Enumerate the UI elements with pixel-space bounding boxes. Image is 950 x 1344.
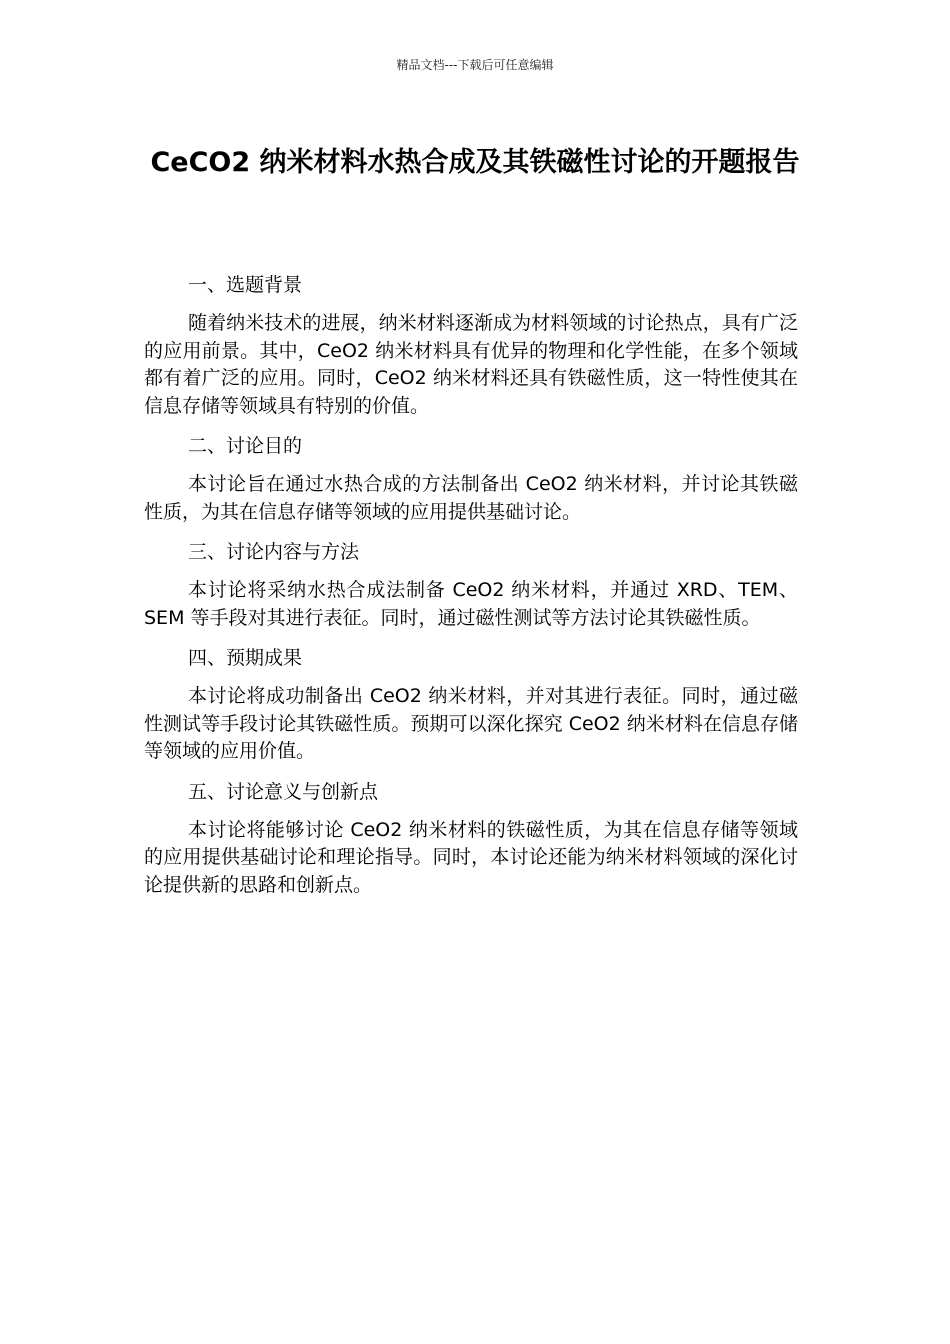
header-note: 精品文档---下载后可任意编辑	[396, 58, 554, 72]
document-title: CeCO2 纳米材料水热合成及其铁磁性讨论的开题报告	[150, 147, 800, 178]
document-content	[144, 271, 798, 911]
section-heading: 五、讨论意义与创新点	[188, 780, 379, 803]
section-heading: 三、讨论内容与方法	[188, 541, 360, 563]
section-content-and-method	[144, 538, 798, 632]
section-body: 随着纳米技术的进展，纳米材料逐渐成为材料领域的讨论热点，具有广泛的应用前景。其中，CeO2 纳米材料具有优异的物理和化学性能，在多个领域都有着广泛的应用。同时，CeO2 纳米材料还具有铁磁性质，这一特性使其在信息存储等领域具有特别的价值。	[144, 312, 798, 417]
section-body: 本讨论旨在通过水热合成的方法制备出 CeO2 纳米材料，并讨论其铁磁性质，为其在信息存储等领域的应用提供基础讨论。	[144, 473, 798, 523]
section-background	[144, 271, 798, 420]
section-body: 本讨论将采纳水热合成法制备 CeO2 纳米材料，并通过 XRD、TEM、SEM 等手段对其进行表征。同时，通过磁性测试等方法讨论其铁磁性质。	[144, 579, 798, 629]
section-purpose	[144, 432, 798, 526]
section-expected-results	[144, 644, 798, 766]
section-body: 本讨论将成功制备出 CeO2 纳米材料，并对其进行表征。同时，通过磁性测试等手段讨论其铁磁性质。预期可以深化探究 CeO2 纳米材料在信息存储等领域的应用价值。	[144, 685, 798, 762]
section-significance	[144, 778, 798, 900]
section-body: 本讨论将能够讨论 CeO2 纳米材料的铁磁性质，为其在信息存储等领域的应用提供基础讨论和理论指导。同时，本讨论还能为纳米材料领域的深化讨论提供新的思路和创新点。	[144, 818, 798, 896]
section-heading: 二、讨论目的	[188, 435, 303, 457]
section-heading: 一、选题背景	[188, 274, 303, 296]
section-heading: 四、预期成果	[188, 647, 303, 669]
